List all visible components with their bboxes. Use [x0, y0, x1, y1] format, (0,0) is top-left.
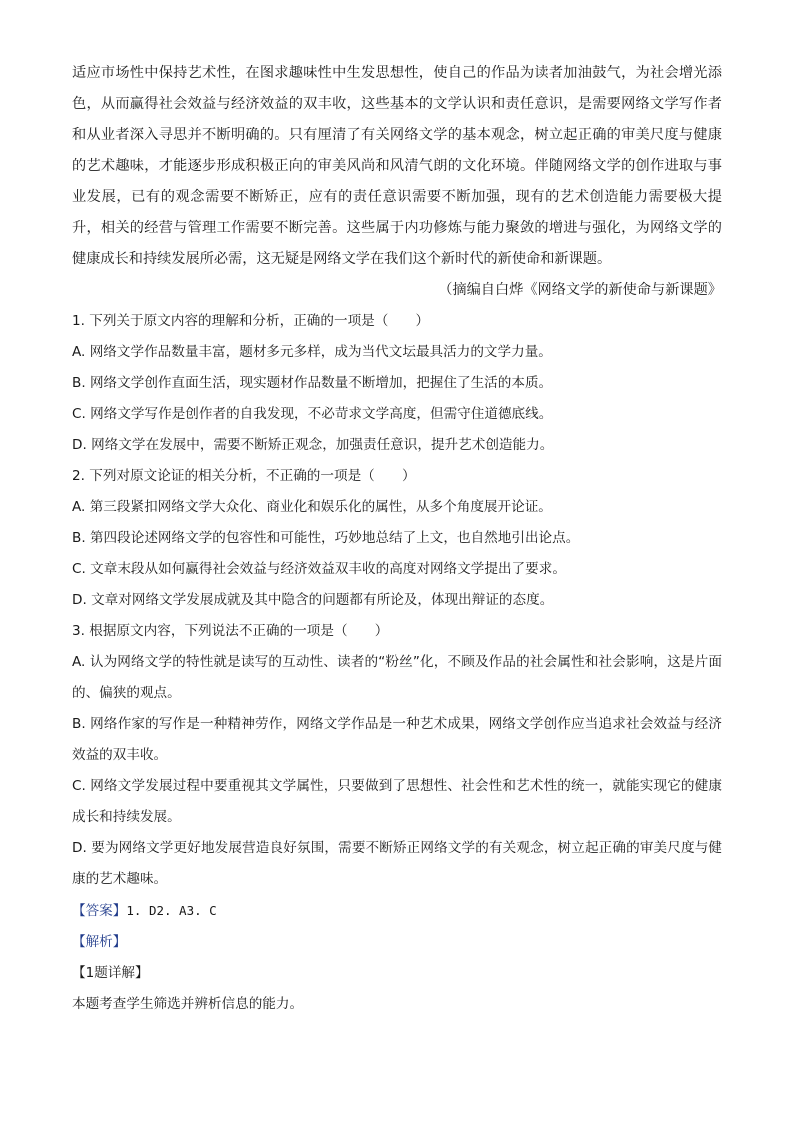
- answer-line: [72, 895, 722, 927]
- document-page: [72, 58, 722, 1020]
- question-stem: 1. 下列关于原文内容的理解和分析，正确的一项是（ ）: [72, 313, 430, 329]
- option-d: D. 网络文学在发展中，需要不断矫正观念，加强责任意识，提升艺术创造能力。: [72, 437, 554, 453]
- question-stem: 2. 下列对原文论证的相关分析，不正确的一项是（ ）: [72, 468, 416, 484]
- question-stem: 3. 根据原文内容，下列说法不正确的一项是（ ）: [72, 623, 389, 639]
- option-c: C. 文章末段从如何赢得社会效益与经济效益双丰收的高度对网络文学提出了要求。: [72, 561, 566, 577]
- option-d: D. 要为网络文学更好地发展营造良好氛围，需要不断矫正网络文学的有关观念，树立起正确的审美尺度与健康的艺术趣味。: [72, 840, 722, 887]
- option-a: A. 第三段紧扣网络文学大众化、商业化和娱乐化的属性，从多个角度展开论证。: [72, 499, 552, 515]
- question-3: [72, 616, 722, 895]
- q1-analysis-heading: 【1题详解】: [72, 965, 149, 981]
- passage-paragraph: 适应市场性中保持艺术性，在图求趣味性中生发思想性，使自己的作品为读者加油鼓气，为社会增光添色，从而赢得社会效益与经济效益的双丰收，这些基本的文学认识和责任意识，是需要网络文学写作者和从业者深入寻思并不断明确的。只有厘清了有关网络文学的基本观念，树立起正确的审美尺度与健康的艺术趣味，才能逐步形成积极正向的审美风尚和风清气朗的文化环境。伴随网络文学的创作进取与事业发展，已有的观念需要不断矫正，应有的责任意识需要不断加强，现有的艺术创造能力需要极大提升，相关的经营与管理工作需要不断完善。这些属于内功修炼与能力聚敛的增进与强化，为网络文学的健康成长和持续发展所必需，这无疑是网络文学在我们这个新时代的新使命和新课题。: [72, 65, 722, 267]
- q1-analysis-text: 本题考查学生筛选并辨析信息的能力。: [72, 996, 304, 1012]
- answer-label: 【答案】: [72, 903, 127, 919]
- question-1: [72, 306, 722, 461]
- analysis-label: 【解析】: [72, 934, 127, 950]
- option-c: C. 网络文学写作是创作者的自我发现，不必苛求文学高度，但需守住道德底线。: [72, 406, 553, 422]
- analysis-heading: [72, 927, 722, 958]
- option-d: D. 文章对网络文学发展成就及其中隐含的问题都有所论及，体现出辩证的态度。: [72, 592, 554, 608]
- option-b: B. 网络文学创作直面生活，现实题材作品数量不断增加，把握住了生活的本质。: [72, 375, 553, 391]
- option-b: B. 网络作家的写作是一种精神劳作，网络文学作品是一种艺术成果，网络文学创作应当追求社会效益与经济效益的双丰收。: [72, 716, 722, 763]
- passage-source: （摘编自白烨《网络文学的新使命与新课题》: [438, 282, 722, 298]
- answer-value: 1. D2. A3. C: [126, 903, 217, 918]
- option-c: C. 网络文学发展过程中要重视其文学属性，只要做到了思想性、社会性和艺术性的统一，就能实现它的健康成长和持续发展。: [72, 778, 722, 825]
- option-a: A. 认为网络文学的特性就是读写的互动性、读者的“粉丝”化，不顾及作品的社会属性和社会影响，这是片面的、偏狭的观点。: [72, 654, 722, 701]
- option-a: A. 网络文学作品数量丰富，题材多元多样，成为当代文坛最具活力的文学力量。: [72, 344, 552, 360]
- option-b: B. 第四段论述网络文学的包容性和可能性，巧妙地总结了上文，也自然地引出论点。: [72, 530, 580, 546]
- question-2: [72, 461, 722, 616]
